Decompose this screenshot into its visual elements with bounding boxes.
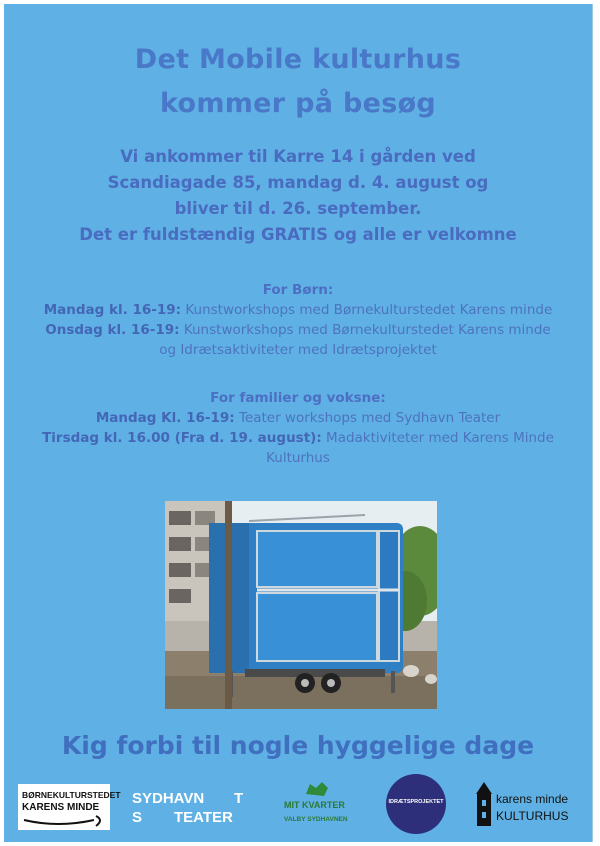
intro-text (4, 144, 592, 248)
families-section (4, 388, 592, 468)
intro-line-2: Scandiagade 85, mandag d. 4. august og (107, 173, 489, 192)
intro-line-4: Det er fuldstændig GRATIS og alle er velkomne (79, 225, 517, 244)
sydhavn-teater-logo (130, 790, 248, 830)
children-item-1-day: Mandag kl. 16-19: (43, 302, 182, 318)
kulturhus-logo-line-2: KULTURHUS (496, 809, 569, 823)
mit-kvarter-logo-line-2: VALBY SYDHAVNEN (284, 816, 348, 823)
poster (4, 4, 593, 842)
slogan: Kig forbi til nogle hyggelige dage (61, 731, 535, 760)
idraetsprojektet-logo (386, 774, 446, 834)
kulturhus-logo-line-1: karens minde (496, 792, 569, 806)
partner-logos (4, 774, 592, 834)
sydhavn-logo-line-2: TEATER (174, 809, 233, 826)
families-item-1 (4, 408, 592, 428)
trailer-photo (165, 501, 437, 709)
families-continuation: Kulturhus (266, 450, 330, 466)
karens-minde-kulturhus-logo (476, 782, 586, 830)
children-item-1-text: Kunstworkshops med Børnekulturstedet Karens minde (181, 302, 553, 318)
title-line-2: kommer på besøg (159, 88, 437, 119)
pencil-swirl-icon (18, 814, 110, 830)
title-line-1: Det Mobile kulturhus (134, 44, 462, 75)
children-item-1 (4, 300, 592, 320)
map-shape-icon (304, 780, 332, 798)
families-item-1-text: Teater workshops med Sydhavn Teater (234, 410, 501, 426)
intro-line-3: bliver til d. 26. september. (174, 199, 422, 218)
karens-minde-logo-line-1: BØRNEKULTURSTEDET (22, 790, 121, 800)
children-item-2 (4, 320, 592, 340)
tower-icon (476, 782, 492, 826)
karens-minde-logo-line-2: KARENS MINDE (22, 802, 100, 813)
karens-minde-logo (18, 784, 121, 830)
children-item-2-text: Kunstworkshops med Børnekulturstedet Karens minde (179, 322, 551, 338)
poster-title (4, 38, 592, 126)
children-heading: For Børn: (262, 282, 334, 298)
families-heading: For familier og voksne: (210, 390, 386, 406)
children-continuation: og Idrætsaktiviteter med Idrætsprojektet (159, 342, 437, 358)
families-item-1-day: Mandag Kl. 16-19: (95, 410, 235, 426)
sydhavn-logo-line-1: SYDHAVN (132, 790, 205, 807)
intro-line-1: Vi ankommer til Karre 14 i gården ved (120, 147, 476, 166)
families-item-2-text: Madaktiviteter med Karens Minde (321, 430, 554, 446)
sydhavn-logo-t: T (234, 790, 244, 807)
children-section (4, 280, 592, 360)
mit-kvarter-logo-line-1: MIT KVARTER (284, 800, 345, 810)
children-item-2-day: Onsdag kl. 16-19: (45, 322, 180, 338)
mit-kvarter-logo (282, 780, 356, 830)
sydhavn-logo-s: S (132, 809, 143, 826)
families-item-2-day: Tirsdag kl. 16.00 (Fra d. 19. august): (42, 430, 322, 446)
idraetsprojektet-logo-text: IDRÆTSPROJEKTET (388, 799, 444, 805)
families-item-2 (4, 428, 592, 448)
